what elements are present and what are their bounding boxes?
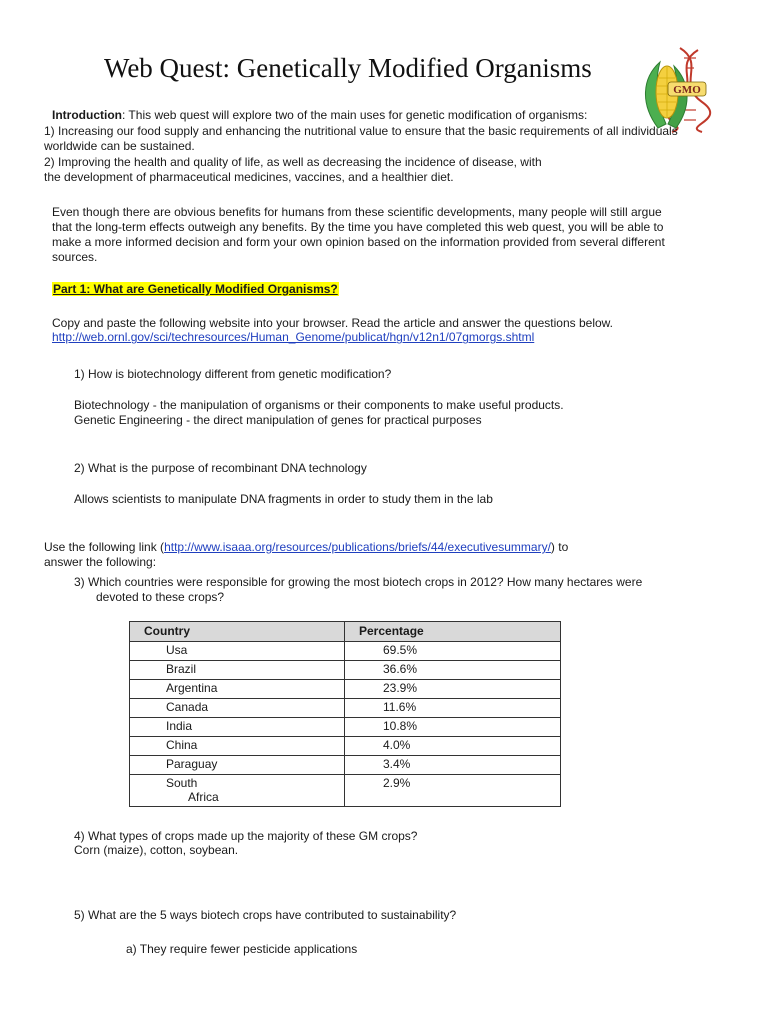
use-link-prefix: Use the following link ( (44, 540, 165, 554)
use-link-suffix: ) to (550, 540, 569, 554)
gmo-logo-text: GMO (673, 84, 701, 96)
question-2: 2) What is the purpose of recombinant DNA technology (74, 461, 367, 475)
country-line-1: South (166, 776, 198, 790)
answer-5a: a) They require fewer pesticide applications (126, 942, 358, 956)
copy-instruction: Copy and paste the following website into your browser. Read the article and answer the questions below. (52, 316, 613, 330)
table-row (130, 680, 561, 699)
intro-lead (44, 108, 724, 124)
table-row (130, 756, 561, 775)
intro-label: Introduction (52, 108, 122, 122)
country-cell: Usa (130, 642, 345, 661)
answer-1-line-1: Biotechnology - the manipulation of organisms or their components to make useful products. (74, 398, 564, 412)
intro-text: : This web quest will explore two of the main uses for genetic modification of organisms: (121, 108, 588, 122)
country-cell: India (130, 718, 345, 737)
table-row (130, 737, 561, 756)
copy-instruction-block (52, 316, 742, 345)
ornl-article-link[interactable]: http://web.ornl.gov/sci/techresources/Human_Genome/publicat/hgn/v12n1/07gmorgs.shtml (52, 330, 535, 345)
country-line-2: Africa (188, 790, 219, 805)
percentage-cell: 10.8% (345, 718, 561, 737)
header-country: Country (130, 622, 345, 642)
percentage-cell: 2.9% (345, 775, 561, 807)
question-5: 5) What are the 5 ways biotech crops have contributed to sustainability? (74, 908, 457, 922)
intro-item-2-line-2: the development of pharmaceutical medicines, vaccines, and a healthier diet. (44, 170, 454, 184)
question-3-line-2: devoted to these crops? (96, 590, 225, 604)
answer-4: Corn (maize), cotton, soybean. (74, 843, 239, 857)
answer-2: Allows scientists to manipulate DNA fragments in order to study them in the lab (74, 492, 493, 506)
intro-item-1-line-1: 1) Increasing our food supply and enhancing the nutritional value to ensure that the basic requirements of all individuals (44, 123, 678, 138)
isaaa-link[interactable]: http://www.isaaa.org/resources/publications/briefs/44/executivesummary/ (164, 540, 551, 554)
question-1: 1) How is biotechnology different from genetic modification? (74, 367, 392, 381)
header-percentage: Percentage (345, 622, 561, 642)
table-row (130, 642, 561, 661)
benefits-line-1: Even though there are obvious benefits for humans from these scientific developments, many people will still argue (52, 205, 662, 219)
intro-item-1-line-2: worldwide can be sustained. (44, 139, 195, 153)
country-cell: Paraguay (130, 756, 345, 775)
question-4 (74, 829, 417, 857)
table-header-row (130, 622, 561, 642)
table-row (130, 699, 561, 718)
benefits-line-3: make a more informed decision and form your own opinion based on the information provided from several different (52, 235, 665, 249)
percentage-cell: 23.9% (345, 680, 561, 699)
question-3-line-1: 3) Which countries were responsible for growing the most biotech crops in 2012? How many hectares were (74, 575, 643, 589)
percentage-cell: 36.6% (345, 661, 561, 680)
question-4-text: 4) What types of crops made up the majority of these GM crops? (74, 829, 418, 843)
table-row (130, 718, 561, 737)
answer-1-line-2: Genetic Engineering - the direct manipulation of genes for practical purposes (74, 413, 482, 427)
use-link-instruction (44, 540, 568, 570)
table-row (130, 775, 561, 807)
country-cell (130, 775, 345, 807)
table-row (130, 661, 561, 680)
answer-1 (74, 398, 564, 428)
country-cell: Brazil (130, 661, 345, 680)
page-title: Web Quest: Genetically Modified Organisms (104, 53, 592, 83)
country-cell: China (130, 737, 345, 756)
benefits-paragraph (52, 205, 732, 265)
intro-item-2-line-1: 2) Improving the health and quality of life, as well as decreasing the incidence of disease, with (44, 154, 542, 169)
biotech-crops-table (129, 621, 561, 807)
percentage-cell: 11.6% (345, 699, 561, 718)
use-link-line-2: answer the following: (44, 555, 157, 569)
country-cell: Argentina (130, 680, 345, 699)
country-cell: Canada (130, 699, 345, 718)
part1-heading: Part 1: What are Genetically Modified Organisms? (53, 282, 338, 296)
introduction-section (44, 108, 724, 186)
benefits-line-2: that the long-term effects outweigh any benefits. By the time you have completed this web quest, you will be able to (52, 220, 664, 234)
percentage-cell: 4.0% (345, 737, 561, 756)
question-3 (74, 575, 642, 605)
percentage-cell: 69.5% (345, 642, 561, 661)
benefits-line-4: sources. (52, 250, 98, 264)
percentage-cell: 3.4% (345, 756, 561, 775)
